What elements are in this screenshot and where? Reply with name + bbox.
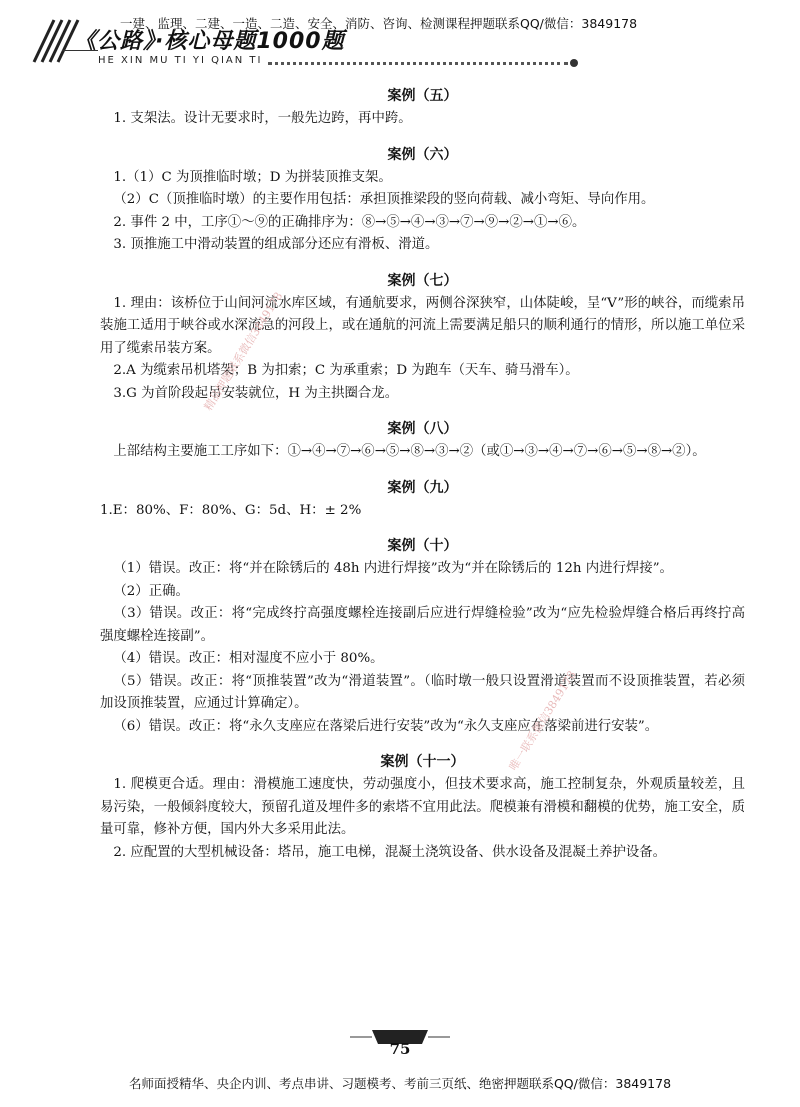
- paragraph: 2. 应配置的大型机械设备：塔吊，施工电梯，混凝土浇筑设备、供水设备及混凝土养护设备。: [113, 844, 667, 860]
- case-section-7: [100, 269, 745, 406]
- paragraph: 2. 事件 2 中，工序①～⑨的正确排序为：⑧→⑤→④→③→⑦→⑨→②→①→⑥。: [113, 214, 586, 230]
- paragraph: 1.E：80%、F：80%、G：5d、H：± 2%: [100, 502, 362, 518]
- section-title: 案例（六）: [387, 146, 458, 163]
- section-title: 案例（十一）: [380, 754, 465, 770]
- paragraph: 1. 支架法。设计无要求时，一般先边跨，再中跨。: [113, 111, 412, 126]
- section-title: 案例（八）: [387, 421, 458, 437]
- paragraph: 3. 顶推施工中滑动装置的组成部分还应有滑板、滑道。: [113, 237, 439, 252]
- paragraph: 1.（1）C 为顶推临时墩；D 为拼装顶推支架。: [113, 169, 392, 185]
- case-section-11: [100, 750, 745, 864]
- header-dotted-rule: [268, 62, 568, 65]
- paragraph: 1. 爬模更合适。理由：滑模施工速度快，劳动强度小，但技术要求高，施工控制复杂，外观质量较差，且易污染，一般倾斜度较大，预留孔道及埋件多的索塔不宜用此法。爬模兼有滑模和翻模的优势，施工安全，质量可靠，修补方便，国内外大多采用此法。: [100, 777, 745, 837]
- paragraph: 1. 理由：该桥位于山间河流水库区域，有通航要求，两侧谷深狭窄，山体陡峻，呈“V”形的峡谷，而缆索吊装施工适用于峡谷或水深流急的河段上，或在通航的河流上需要满足船只的顺利通行的情形，所以施工单位采用了缆索吊装方案。: [100, 295, 745, 356]
- paragraph: 2.A 为缆索吊机塔架；B 为扣索；C 为承重索；D 为跑车（天车、骑马滑车）。: [113, 363, 579, 378]
- header-dot-end: [570, 59, 578, 67]
- section-title: 案例（五）: [387, 88, 458, 104]
- page-header: [0, 0, 800, 82]
- paragraph: （5）错误。改正：将“顶推装置”改为“滑道装置”。（临时墩一般只设置滑道装置而不设顶推装置，若必须加设顶推装置，应通过计算确定）。: [100, 673, 745, 711]
- answer-content: [100, 84, 745, 864]
- paragraph: （6）错误。改正：将“永久支座应在落梁后进行安装”改为“永久支座应在落梁前进行安装”。: [113, 718, 659, 734]
- paragraph: （3）错误。改正：将“完成终拧高强度螺栓连接副后应进行焊缝检验”改为“应先检验焊缝合格后再终拧高强度螺栓连接副”。: [100, 606, 745, 644]
- case-section-10: [100, 534, 745, 738]
- section-title: 案例（十）: [387, 538, 458, 554]
- watermark: 唯一联系微信3849178: [506, 668, 579, 773]
- book-title: 《公路》·核心母题1000题: [74, 29, 345, 54]
- book-title-pinyin: HE XIN MU TI YI QIAN TI: [98, 55, 263, 66]
- case-section-5: [100, 84, 745, 131]
- paragraph: （4）错误。改正：相对湿度不应小于 80%。: [113, 651, 384, 666]
- paragraph: 3.G 为首阶段起吊安装就位，H 为主拱圈合龙。: [113, 385, 399, 401]
- case-section-9: [100, 476, 745, 523]
- paragraph: （1）错误。改正：将“并在除锈后的 48h 内进行焊接”改为“并在除锈后的 12h 内进行焊接”。: [113, 561, 673, 576]
- paragraph: 上部结构主要施工工序如下：①→④→⑦→⑥→⑤→⑧→③→②（或①→③→④→⑦→⑥→⑤→⑧→②）。: [113, 444, 706, 459]
- header-ad-text: 一建、监理、二建、一造、二造、安全、消防、咨询、检测课程押题联系QQ/微信：3849178: [120, 16, 638, 31]
- footer-ad-text: 名师面授精华、央企内训、考点串讲、习题模考、考前三页纸、绝密押题联系QQ/微信：3849178: [128, 1076, 672, 1091]
- page-number: 75: [389, 1040, 411, 1058]
- case-section-8: [100, 417, 745, 464]
- section-title: 案例（九）: [387, 479, 458, 496]
- section-title: 案例（七）: [387, 272, 458, 289]
- watermark: 精品押题联系微信3849178: [201, 289, 286, 413]
- paragraph: （2）正确。: [113, 583, 189, 599]
- paragraph: （2）C（顶推临时墩）的主要作用包括：承担顶推梁段的竖向荷载、减小弯矩、导向作用。: [113, 192, 655, 207]
- header-rule: [62, 50, 98, 51]
- case-section-6: [100, 143, 745, 257]
